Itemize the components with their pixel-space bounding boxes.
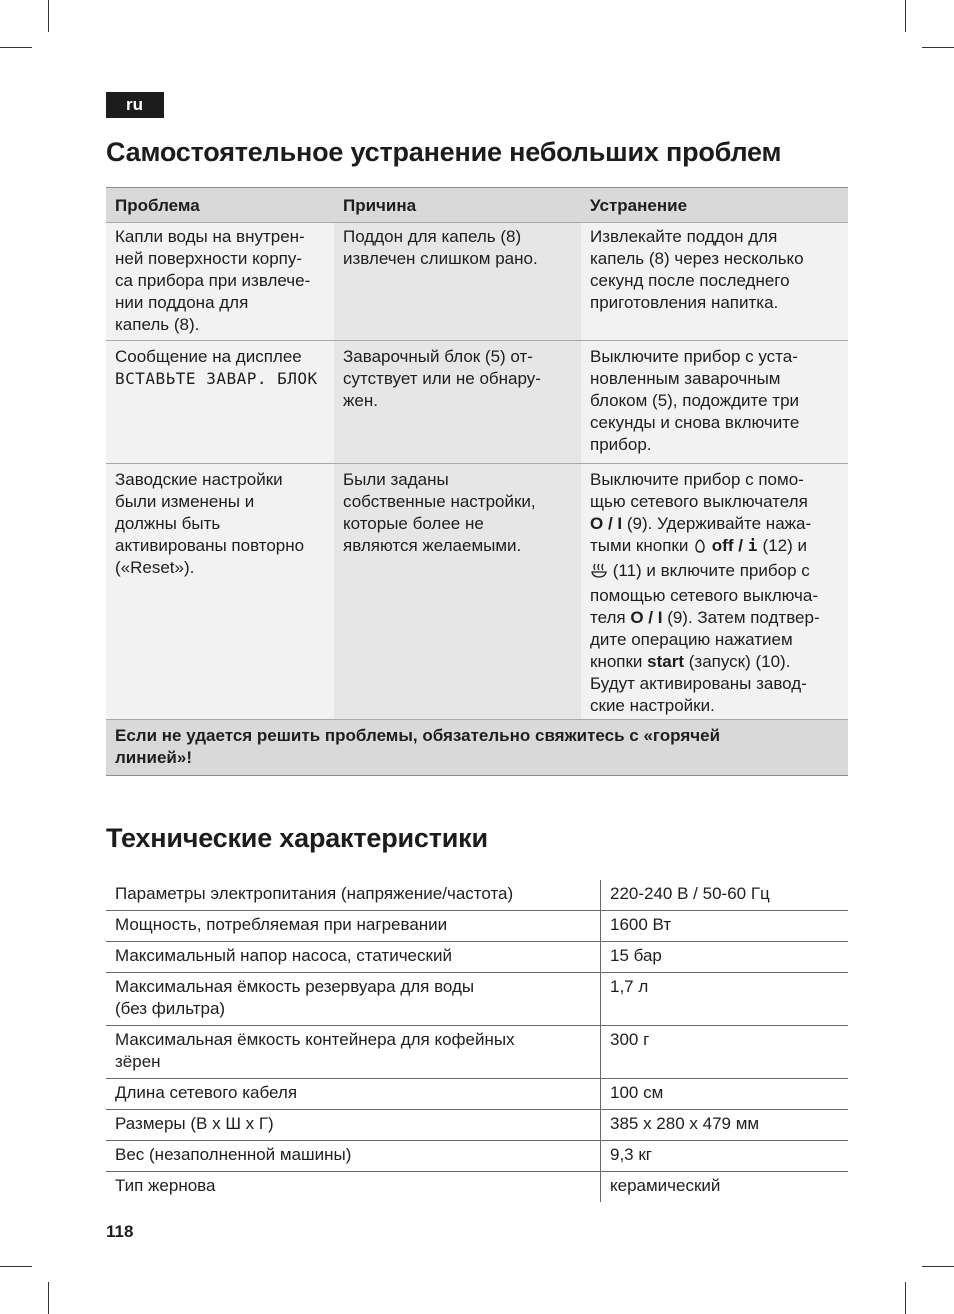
off-button-label: off / [711,536,748,555]
solution-text: (запуск) (10). Будут активированы завод- ские настройки. [590,652,807,715]
hotline-note-row [106,720,848,776]
solution-text: (11) и включите прибор с помощью сетевого выключа- теля [590,561,819,627]
troubleshooting-title: Самостоятельное устранение небольших проблем [106,137,782,167]
cause-cell: Были заданы собственные настройки, которые более не являются желаемыми. [334,464,581,719]
crop-mark [0,1266,32,1267]
cause-cell: Заварочный блок (5) от- сутствует или не обнару- жен. [334,341,581,463]
info-symbol: i [747,536,758,555]
spec-row [106,1110,848,1141]
spec-row [106,973,848,1026]
spec-value: керамический [610,1176,721,1195]
spec-row [106,880,848,911]
solution-cell: Извлекайте поддон для капель (8) через несколько секунд после последнего приготовления напитка. [581,223,848,340]
table-row [106,341,848,464]
cause-cell: Поддон для капель (8) извлечен слишком рано. [334,223,581,340]
crop-mark [0,47,32,48]
spec-row [106,1079,848,1110]
crop-mark [922,1266,954,1267]
spec-value: 300 г [610,1030,650,1049]
spec-value: 15 бар [610,946,662,965]
spec-value: 220-240 В / 50-60 Гц [610,884,770,903]
power-switch-symbol: O / I [590,514,623,533]
start-button-label: start [647,652,685,671]
aroma-bean-icon [693,538,707,560]
problem-cell: Заводские настройки были изменены и должны быть активированы повторно («Reset»). [106,464,334,719]
solution-text: Выключите прибор с помо- щью сетевого выключателя [590,470,808,511]
language-tag: ru [106,92,164,118]
spec-value: 9,3 кг [610,1145,652,1164]
specs-title: Технические характеристики [106,823,488,853]
spec-label: Мощность, потребляемая при нагревании [106,911,601,941]
steam-icon [590,563,608,585]
page-number: 118 [106,1222,134,1241]
spec-label: Вес (незаполненной машины) [106,1141,601,1171]
header-solution: Устранение [581,188,848,222]
spec-row [106,1026,848,1079]
solution-text: (9). Удерживайте нажа- тыми кнопки [590,514,812,555]
spec-value: 385 x 280 x 479 мм [610,1114,760,1133]
header-cause: Причина [334,188,581,222]
spec-row [106,1172,848,1202]
crop-mark [48,1282,49,1314]
crop-mark [48,0,49,32]
table-header-row [106,188,848,223]
header-problem: Проблема [106,188,334,222]
spec-label: Размеры (В x Ш x Г) [106,1110,601,1140]
table-row [106,223,848,341]
spec-label: Параметры электропитания (напряжение/частота) [106,880,601,910]
spec-value: 100 см [610,1083,664,1102]
spec-label: Максимальный напор насоса, статический [106,942,601,972]
problem-cell [106,341,334,463]
specs-table [106,880,848,1202]
crop-mark [905,1282,906,1314]
spec-label: Максимальная ёмкость резервуара для воды (без фильтра) [106,973,601,1025]
spec-row [106,1141,848,1172]
table-row [106,464,848,720]
solution-cell: Выключите прибор с уста- новленным заварочным блоком (5), подождите три секунды и снова включите прибор. [581,341,848,463]
spec-label: Длина сетевого кабеля [106,1079,601,1109]
solution-text: (12) и [757,536,808,555]
display-message: ВСТАВЬТЕ ЗАВАР. БЛОК [115,369,318,388]
problem-text: Сообщение на дисплее [115,347,302,366]
hotline-note: Если не удается решить проблемы, обязательно свяжитесь с «горячей линией»! [106,720,848,775]
crop-mark [922,47,954,48]
spec-row [106,911,848,942]
power-switch-symbol: O / I [630,608,663,627]
spec-value: 1600 Вт [610,915,672,934]
spec-label: Максимальная ёмкость контейнера для кофейных зёрен [106,1026,601,1078]
spec-row [106,942,848,973]
solution-text: (9). Затем подтвер- дите операцию нажатием кнопки [590,608,820,671]
troubleshooting-table [106,187,848,776]
spec-label: Тип жернова [106,1172,601,1202]
spec-value: 1,7 л [610,977,649,996]
problem-cell: Капли воды на внутрен- ней поверхности корпу- са прибора при извлече- нии поддона для капель (8). [106,223,334,340]
solution-cell [581,464,848,719]
crop-mark [905,0,906,32]
